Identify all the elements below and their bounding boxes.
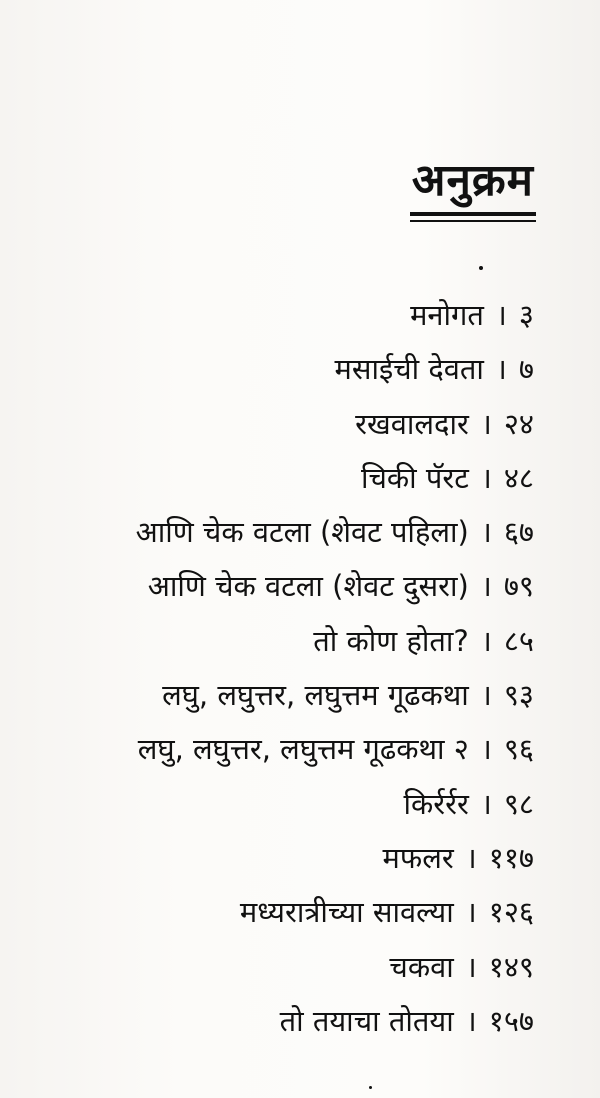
toc-entry: [136, 940, 534, 994]
toc-entry: [136, 397, 534, 451]
entry-title: आणि चेक वटला (शेवट दुसरा): [147, 569, 469, 604]
entry-separator: ।: [480, 406, 492, 441]
heading-rule-thick: [410, 212, 536, 216]
entry-title: मध्यरात्रीच्या सावल्या: [239, 895, 454, 930]
entry-page-number: ९६: [503, 732, 534, 767]
entry-title: मनोगत: [410, 298, 484, 332]
entry-page-number: ७९: [503, 569, 534, 604]
entry-page-number: ९३: [503, 678, 534, 713]
toc-entry: [136, 505, 534, 559]
entry-title: रखवालदार: [355, 406, 469, 441]
entry-page-number: १५७: [488, 1003, 534, 1038]
entry-separator: ।: [480, 623, 492, 658]
contents-heading: अनुक्रम: [411, 155, 534, 206]
entry-title: चिकी पॅरट: [360, 460, 469, 495]
ink-dot: [369, 1086, 372, 1089]
entry-separator: ।: [495, 352, 507, 387]
entry-page-number: ११७: [488, 840, 534, 875]
entry-separator: ।: [465, 895, 477, 930]
entry-page-number: २४: [503, 406, 534, 441]
ink-dot: [479, 266, 483, 270]
entry-page-number: १२६: [488, 895, 534, 930]
entry-page-number: ७: [518, 352, 534, 387]
entry-page-number: ४८: [503, 460, 534, 495]
toc-entry: [136, 288, 534, 342]
toc-entry: [136, 777, 534, 831]
toc-entry: [136, 559, 534, 613]
toc-entry: [136, 885, 534, 939]
entry-title: तो कोण होता?: [313, 623, 469, 658]
entry-separator: ।: [480, 515, 492, 550]
entry-page-number: ३: [518, 298, 534, 332]
entry-page-number: ९८: [503, 786, 534, 821]
entry-page-number: १४९: [488, 949, 534, 984]
entry-separator: ।: [480, 569, 492, 604]
entry-separator: ।: [465, 840, 477, 875]
entry-separator: ।: [480, 786, 492, 821]
toc-entry: [136, 451, 534, 505]
toc-entry: [136, 614, 534, 668]
entry-title: तो तयाचा तोतया: [279, 1003, 454, 1038]
entry-title: मसाईची देवता: [334, 352, 484, 387]
entry-separator: ।: [480, 460, 492, 495]
entry-separator: ।: [465, 1003, 477, 1038]
toc-entry: [136, 342, 534, 396]
toc-entry: [136, 994, 534, 1048]
toc-entry: [136, 668, 534, 722]
heading-rule-thin: [410, 220, 536, 222]
entry-title: किर्रर्रर: [403, 786, 469, 821]
entry-title: लघु, लघुत्तर, लघुत्तम गूढकथा: [162, 678, 469, 713]
entry-page-number: ६७: [503, 515, 534, 550]
table-of-contents: [136, 288, 534, 1048]
entry-page-number: ८५: [503, 623, 534, 658]
entry-separator: ।: [480, 678, 492, 713]
toc-entry: [136, 722, 534, 776]
entry-title: आणि चेक वटला (शेवट पहिला): [135, 515, 469, 550]
entry-title: लघु, लघुत्तर, लघुत्तम गूढकथा २: [137, 732, 469, 767]
entry-separator: ।: [465, 949, 477, 984]
entry-separator: ।: [495, 298, 507, 332]
entry-title: चकवा: [389, 949, 454, 984]
entry-title: मफलर: [382, 840, 454, 875]
toc-entry: [136, 831, 534, 885]
entry-separator: ।: [480, 732, 492, 767]
